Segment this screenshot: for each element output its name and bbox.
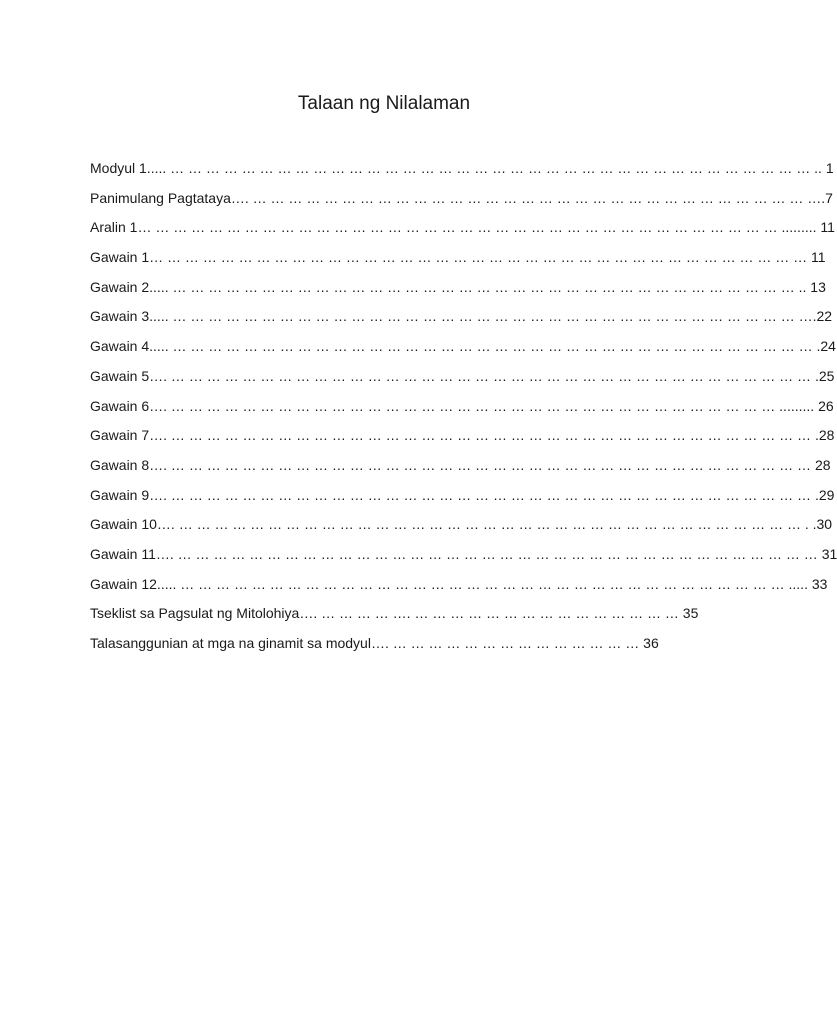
toc-entry: Gawain 3..... … … … … … … … … … … … … … … … … … … … … … … … … … … … … … … … … … … … ….22	[90, 308, 833, 325]
toc-entry: Gawain 6…. … … … … … … … … … … … … … … … … … … … … … … … … … … … … … … … … … … ......... 26	[90, 397, 834, 414]
toc-entry: Gawain 8…. … … … … … … … … … … … … … … … … … … … … … … … … … … … … … … … … … … … … 28	[90, 456, 831, 473]
toc-entry: Tseklist sa Pagsulat ng Mitolohiya…. … … … … …. … … … … … … … … … … … … … … … 35	[90, 605, 699, 622]
toc-entry: Gawain 7…. … … … … … … … … … … … … … … … … … … … … … … … … … … … … … … … … … … … … .28	[90, 427, 835, 444]
toc-entry: Gawain 12..... … … … … … … … … … … … … … … … … … … … … … … … … … … … … … … … … … … ..... 33	[90, 575, 828, 592]
toc-entry: Modyul 1..... … … … … … … … … … … … … … … … … … … … … … … … … … … … … … … … … … … … … .. 1	[90, 160, 834, 176]
toc-entry: Gawain 9…. … … … … … … … … … … … … … … … … … … … … … … … … … … … … … … … … … … … … .29	[90, 486, 835, 503]
toc-entry: Gawain 11…. … … … … … … … … … … … … … … … … … … … … … … … … … … … … … … … … … … … … 31	[90, 545, 837, 562]
toc-entry: Gawain 5…. … … … … … … … … … … … … … … … … … … … … … … … … … … … … … … … … … … … … .25	[90, 367, 835, 384]
page-title: Talaan ng Nilalaman	[297, 93, 471, 114]
toc-entry: Gawain 10…. … … … … … … … … … … … … … … … … … … … … … … … … … … … … … … … … … … … . .30	[90, 516, 833, 533]
toc-entry: Talasanggunian at mga na ginamit sa modyul…. … … … … … … … … … … … … … … 36	[90, 635, 659, 651]
toc-entry: Gawain 1… … … … … … … … … … … … … … … … … … … … … … … … … … … … … … … … … … … … … 11	[90, 249, 826, 266]
toc-entry: Panimulang Pagtataya…. … … … … … … … … … … … … … … … … … … … … … … … … … … … … … … … ….7	[90, 189, 833, 206]
toc-entry: Aralin 1… … … … … … … … … … … … … … … … … … … … … … … … … … … … … … … … … … … … ......... 11	[90, 219, 835, 236]
toc-entry: Gawain 4..... … … … … … … … … … … … … … … … … … … … … … … … … … … … … … … … … … … … … .24	[90, 338, 836, 355]
table-of-contents	[90, 157, 837, 662]
toc-entry: Gawain 2..... … … … … … … … … … … … … … … … … … … … … … … … … … … … … … … … … … … … .. 13	[90, 278, 826, 295]
